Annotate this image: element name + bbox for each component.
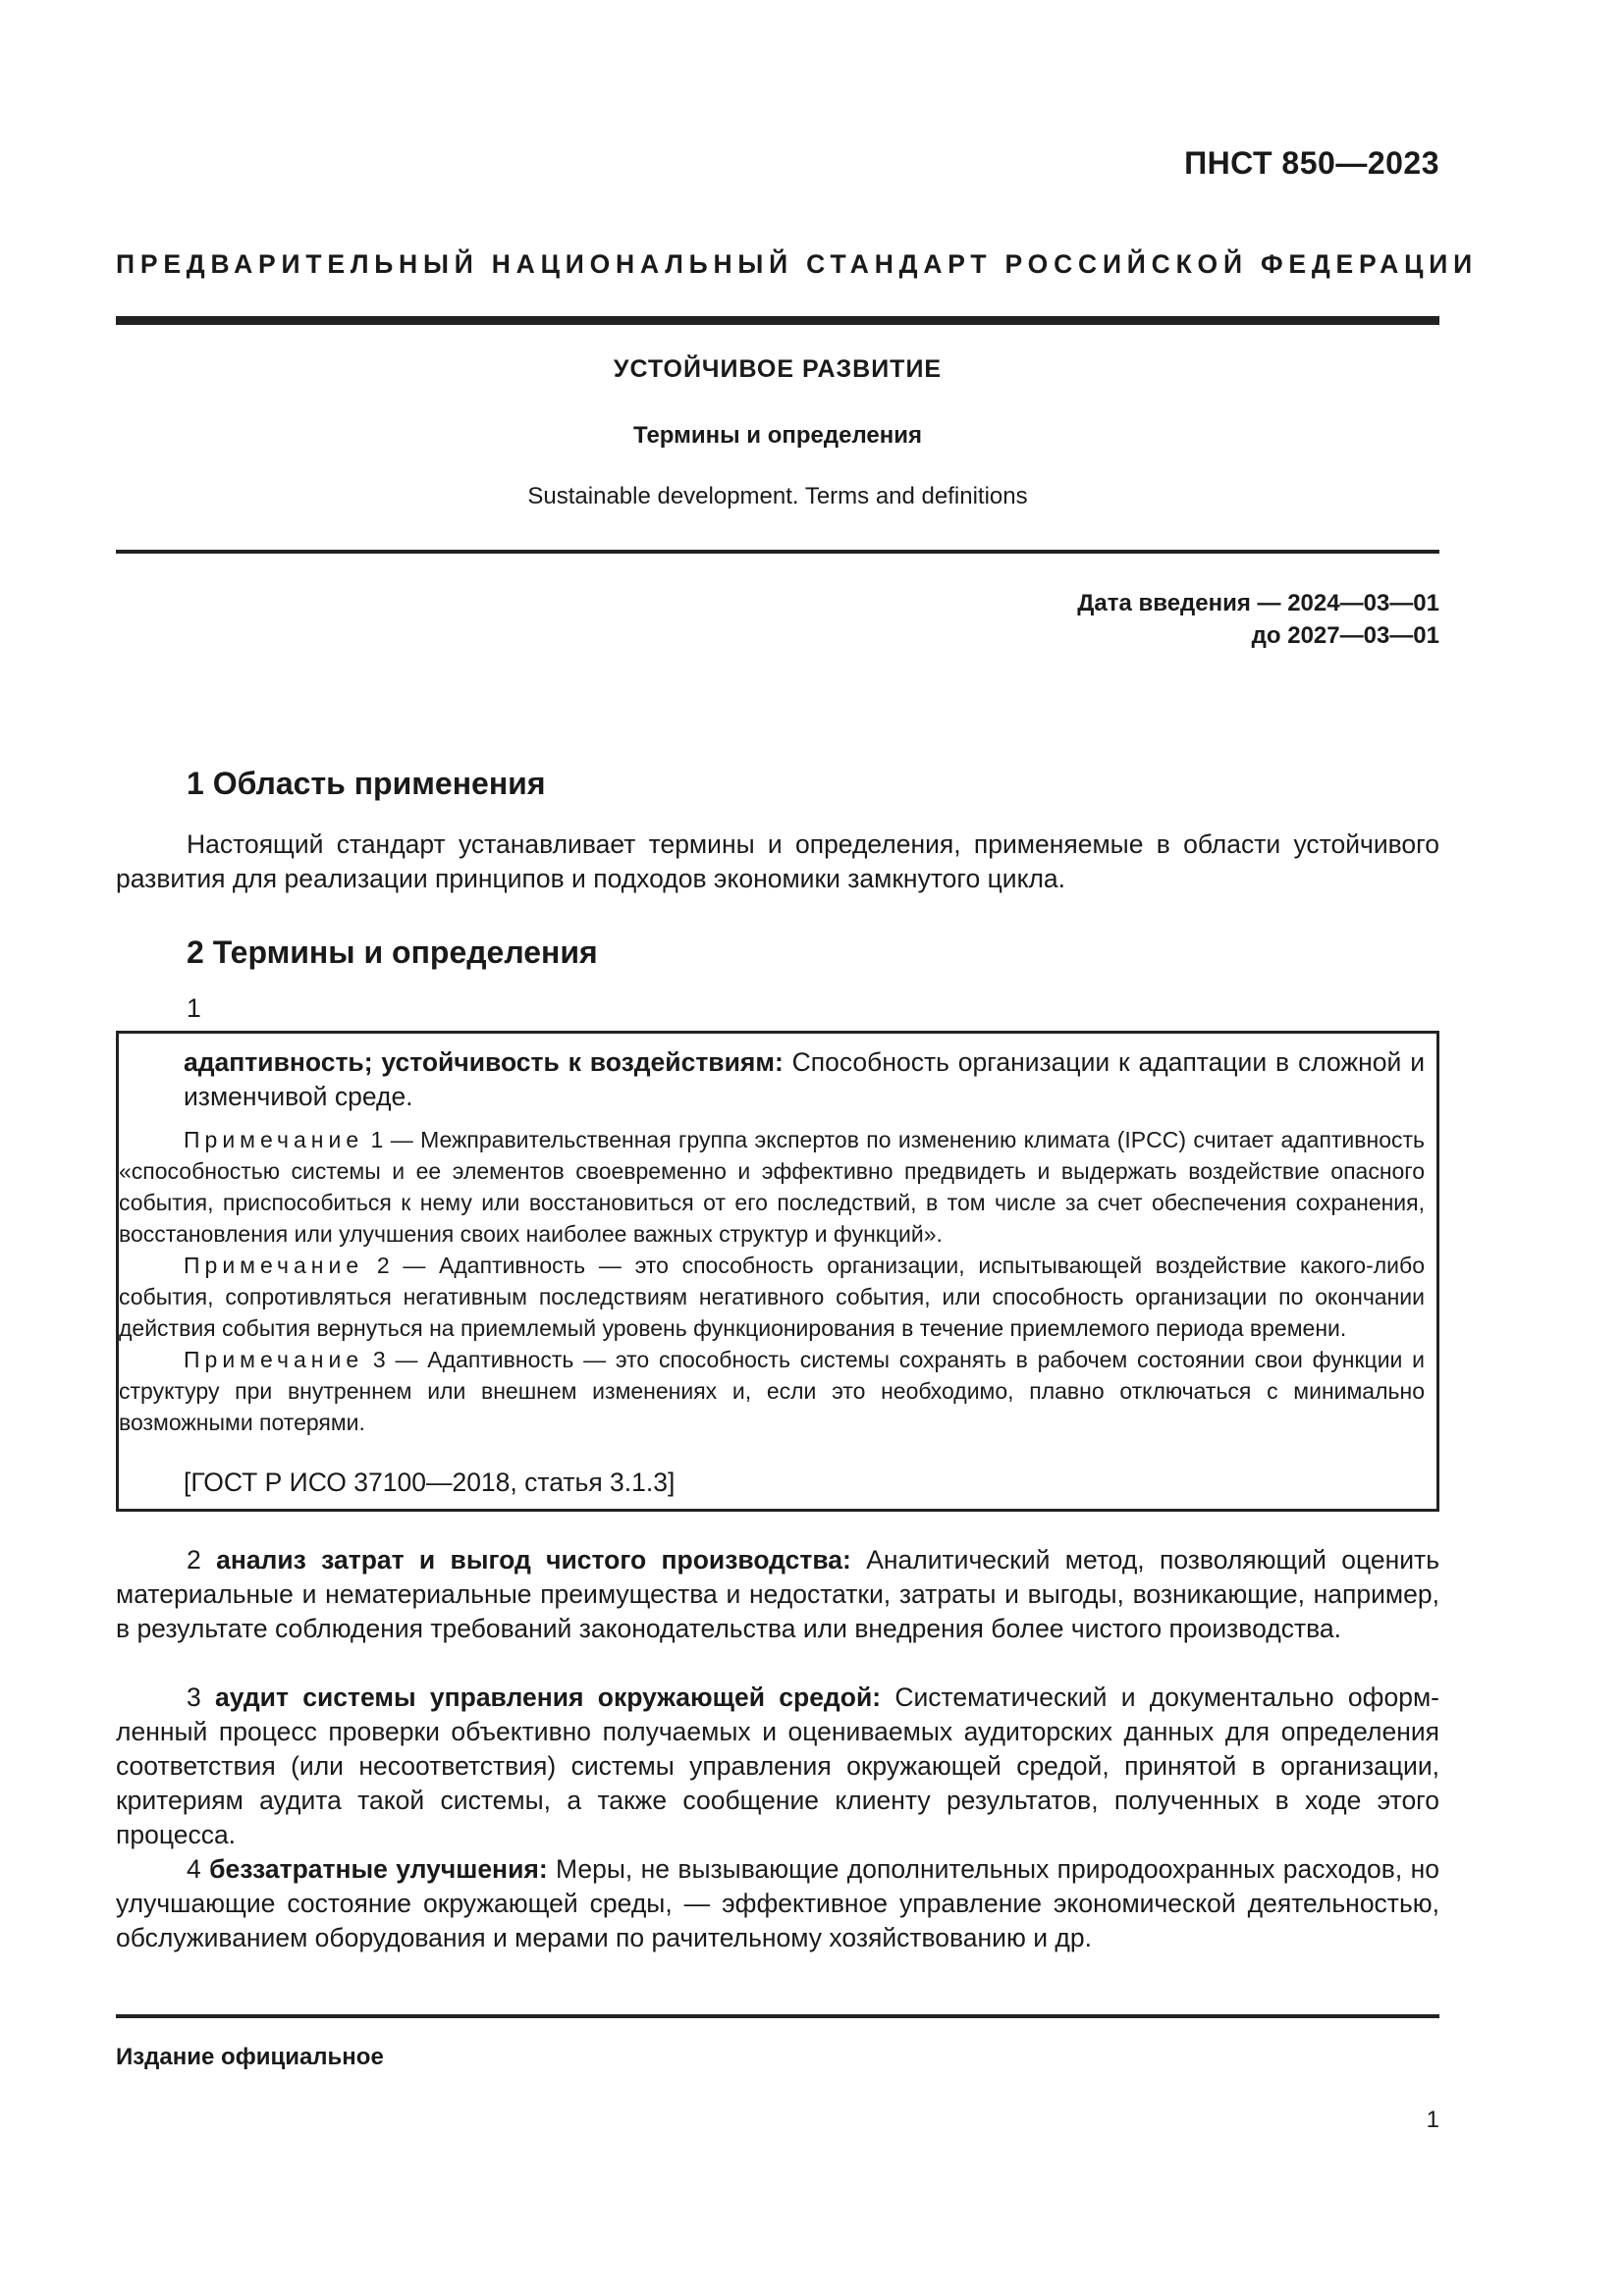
- note-2: [119, 1250, 1425, 1344]
- note-3-text: — Адаптивность — это способность системы сохранять в рабочем состоянии свои функции и структуру при внутреннем или внешнем изменениях и, если это необходимо, плавно отключаться с минимально возможными потерями.: [119, 1347, 1426, 1435]
- date-until: до 2027—03—01: [1251, 622, 1439, 649]
- term-4-term: беззатратные улучшения:: [209, 1854, 548, 1884]
- term-1-term: адаптивность; устойчивость к воздействиям:: [184, 1047, 784, 1077]
- note-3-label: Примечание: [184, 1347, 364, 1372]
- term-3-definition: Систематический и документально оформленный процесс проверки объективно получаемых и оцениваемых аудиторских данных для определения соответствия (или несоответствия) системы управления окружающей средой, принятой в организации, критериям аудита такой системы, а также сообщение клиенту результатов, полученных в ходе этого процесса.: [116, 1682, 1439, 1849]
- note-2-number: 2: [376, 1253, 390, 1278]
- edition-label: Издание официальное: [116, 2044, 384, 2070]
- term-2-definition: Аналитический метод, позволяющий оценить материальные и нематериальные преимущества и недостатки, затраты и выгоды, возникающие, например, в результате соблюдения требований законодательства или внедрения более чистого производства.: [116, 1545, 1439, 1643]
- note-3: [119, 1344, 1425, 1438]
- term-4-definition: Меры, не вызывающие дополнительных природоохранных расходов, но улучшающие состояние окружающей среды, — эффективное управление экономической деятельностью, обслуживанием оборудования и мерами по рачительному хозяйствованию и др.: [116, 1854, 1439, 1952]
- term-1-definition: [184, 1045, 1425, 1114]
- term-2: [116, 1543, 1439, 1646]
- term-4: [116, 1852, 1439, 1955]
- title-divider: [116, 550, 1439, 554]
- section-2-heading: 2 Термины и определения: [187, 934, 598, 970]
- term-1-definition-text: Способность организации к адаптации в сложной и изменчивой среде.: [184, 1047, 1425, 1111]
- footer-divider: [116, 2014, 1439, 2018]
- term-2-number: 2: [187, 1545, 201, 1575]
- note-3-number: 3: [372, 1347, 386, 1372]
- term-1-notes: [119, 1124, 1425, 1438]
- header-divider: [116, 316, 1439, 325]
- term-2-term: анализ затрат и выгод чистого производства:: [216, 1545, 851, 1575]
- term-3-number: 3: [187, 1682, 201, 1712]
- standard-number: ПНСТ 850—2023: [1184, 145, 1439, 181]
- document-subtitle: Термины и определения: [632, 422, 923, 449]
- term-1-number: 1: [187, 993, 201, 1023]
- section-1-text: Настоящий стандарт устанавливает термины и определения, применяемые в области устойчивого развития для реализации принципов и подходов экономики замкнутого цикла.: [116, 829, 1439, 893]
- page-number: 1: [1426, 2107, 1439, 2133]
- term-1-box: [116, 1031, 1439, 1512]
- section-1-heading: 1 Область применения: [187, 766, 546, 801]
- date-introduction: Дата введения — 2024—03—01: [1077, 590, 1439, 616]
- term-4-number: 4: [187, 1854, 201, 1884]
- note-1-text: — Межправительственная группа экспертов по изменению климата (IPCC) считает адаптивность «способностью системы и ее элементов своевременно и эффективно предвидеть и выдержать воздействие опасного события, приспособиться к нему или восстановиться от его последствий, в том числе за счет обеспечения сохранения, восстановления или улучшения своих наиболее важных структур и функций».: [119, 1127, 1426, 1247]
- note-1-number: 1: [370, 1127, 384, 1152]
- term-3: [116, 1681, 1439, 1852]
- effective-dates: [1077, 587, 1439, 652]
- note-1-label: Примечание: [184, 1127, 364, 1152]
- standard-type: ПРЕДВАРИТЕЛЬНЫЙ НАЦИОНАЛЬНЫЙ СТАНДАРТ РОССИЙСКОЙ ФЕДЕРАЦИИ: [116, 249, 1478, 279]
- note-2-text: — Адаптивность — это способность организации, испытывающей воздействие какого-либо события, сопротивляться негативным последствиям негативного события, или способность организации по окончании действия события вернуться на приемлемый уровень функционирования в течение приемлемого периода времени.: [119, 1253, 1425, 1341]
- term-3-term: аудит системы управления окружающей средой:: [215, 1682, 882, 1712]
- note-1: [119, 1124, 1425, 1250]
- document-title-english: Sustainable development. Terms and definitions: [527, 483, 1028, 509]
- term-1-source: [ГОСТ Р ИСО 37100—2018, статья 3.1.3]: [184, 1468, 676, 1497]
- note-2-label: Примечание: [184, 1253, 364, 1278]
- document-title: УСТОЙЧИВОЕ РАЗВИТИЕ: [613, 355, 943, 383]
